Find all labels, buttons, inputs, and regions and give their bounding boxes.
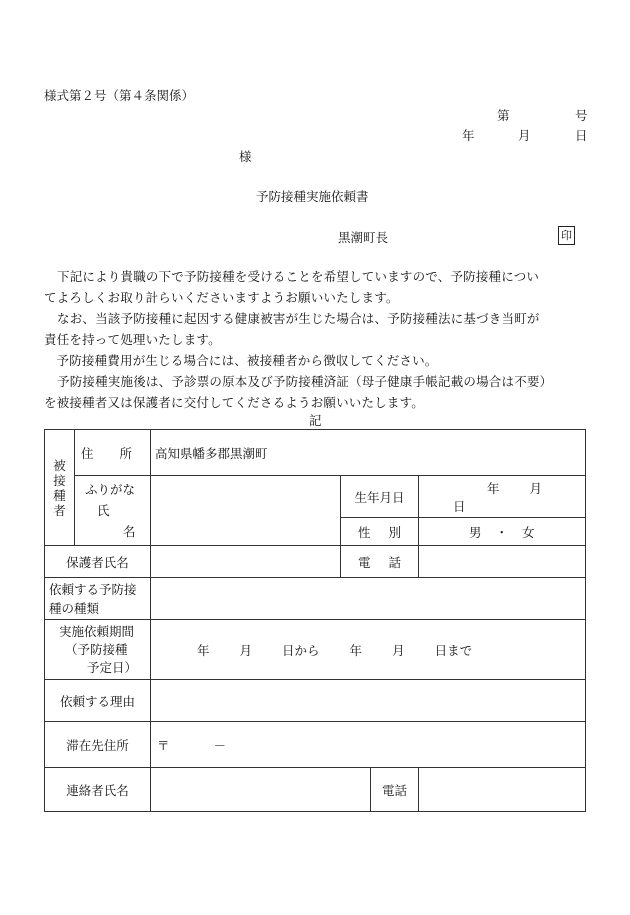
period-from-day: 日から — [282, 642, 320, 658]
paragraph-4-line-1: 予防接種実施後は、予診票の原本及び予防接種済証（母子健康手帳記載の場合は不要） — [57, 374, 553, 389]
paragraph-2-line-1: なお、当該予防接種に起因する健康被害が生じた場合は、予防接種法に基づき当町が — [57, 311, 540, 326]
subject-group-label — [45, 430, 75, 546]
paragraph-4-line-2: を被接種者又は保護者に交付してくださるようお願いいたします。 — [44, 395, 425, 410]
contact-name-field[interactable] — [151, 768, 371, 812]
phone-label — [341, 546, 419, 578]
contact-name-label: 連絡者氏名 — [45, 768, 151, 812]
table-row — [45, 430, 586, 476]
table-row — [45, 768, 586, 812]
name-label — [75, 476, 151, 546]
date-month: 月 — [518, 128, 531, 143]
vaccine-type-field[interactable] — [151, 578, 586, 620]
table-row — [45, 476, 586, 518]
address-field[interactable]: 高知県幡多郡黒潮町 — [151, 430, 586, 476]
period-field[interactable] — [151, 620, 586, 680]
table-row — [45, 722, 586, 768]
phone-label-part: 電 — [357, 554, 371, 570]
address-label — [75, 430, 151, 476]
birth-year: 年 — [487, 480, 500, 496]
table-row — [45, 680, 586, 722]
vaccine-type-label-line: 依頼する予防接 — [49, 581, 137, 597]
paragraph-1-line-2: てよろしくお取り計らいくださいますようお願いいたします。 — [44, 290, 399, 305]
sender-name: 黒潮町長 — [338, 230, 389, 245]
period-label — [45, 620, 151, 680]
seal-mark: 印 — [558, 226, 575, 245]
document-number-prefix: 第 — [497, 108, 510, 123]
contact-phone-label: 電話 — [371, 768, 419, 812]
document-number-suffix: 号 — [575, 108, 588, 123]
guardian-name-field[interactable] — [151, 546, 341, 578]
period-to-year: 年 — [349, 642, 363, 658]
reason-field[interactable] — [151, 680, 586, 722]
name-label-part: 氏 — [97, 503, 110, 518]
phone-field[interactable] — [419, 546, 586, 578]
sex-label-part: 別 — [388, 524, 402, 540]
period-to-month: 月 — [392, 642, 405, 658]
vaccine-type-label — [45, 578, 151, 620]
vaccine-type-label-line: 種の種類 — [49, 600, 100, 616]
paragraph-2-line-2: 責任を持って処理いたします。 — [44, 332, 221, 347]
name-field[interactable] — [151, 476, 341, 546]
guardian-name-label: 保護者氏名 — [45, 546, 151, 578]
stay-address-label: 滞在先住所 — [45, 722, 151, 768]
ki-heading: 記 — [309, 413, 322, 428]
table-row — [45, 620, 586, 680]
period-from-month: 月 — [239, 642, 253, 658]
birth-date-label: 生年月日 — [341, 476, 419, 518]
period-label-line: （予防接種 — [65, 641, 128, 657]
date-year: 年 — [462, 128, 475, 143]
birth-month: 月 — [529, 480, 543, 496]
period-from-year: 年 — [197, 642, 210, 658]
furigana-label: ふりがな — [85, 482, 136, 497]
group-label-char: 被 — [53, 457, 66, 473]
period-label-line: 予定日） — [87, 659, 138, 675]
table-row — [45, 546, 586, 578]
group-label-char: 種 — [53, 487, 66, 503]
sex-option-female[interactable]: 女 — [522, 524, 535, 540]
request-form-table — [44, 429, 586, 812]
phone-label-part: 話 — [388, 554, 402, 570]
reason-label: 依頼する理由 — [45, 680, 151, 722]
birth-day: 日 — [453, 498, 466, 514]
period-label-line: 実施依頼期間 — [59, 623, 135, 639]
body-text — [44, 266, 590, 413]
paragraph-1-line-1: 下記により貴職の下で予防接種を受けることを希望していますので、予防接種につい — [57, 269, 540, 284]
period-to-day: 日まで — [434, 642, 473, 658]
postal-mark: 〒 — [157, 737, 170, 753]
sex-label-part: 性 — [357, 524, 371, 540]
address-label-part: 住 — [81, 445, 94, 461]
table-row — [45, 578, 586, 620]
paragraph-3: 予防接種費用が生じる場合には、被接種者から徴収してください。 — [56, 353, 438, 368]
birth-date-field[interactable] — [419, 476, 586, 518]
sex-label — [341, 518, 419, 546]
name-label-part: 名 — [123, 524, 136, 539]
contact-phone-field[interactable] — [419, 768, 586, 812]
group-label-char: 者 — [53, 502, 66, 518]
date-day: 日 — [575, 128, 588, 143]
form-number: 様式第２号（第４条関係） — [44, 88, 195, 103]
sex-option-male[interactable]: 男 — [469, 524, 482, 540]
sex-field[interactable] — [419, 518, 586, 546]
group-label-char: 接 — [53, 472, 66, 488]
stay-address-field[interactable] — [151, 722, 586, 768]
sex-separator: ・ — [495, 524, 509, 540]
document-title: 予防接種実施依頼書 — [256, 189, 369, 204]
address-label-part: 所 — [119, 445, 133, 461]
addressee-suffix: 様 — [239, 149, 252, 164]
postal-dash: － — [213, 737, 227, 753]
